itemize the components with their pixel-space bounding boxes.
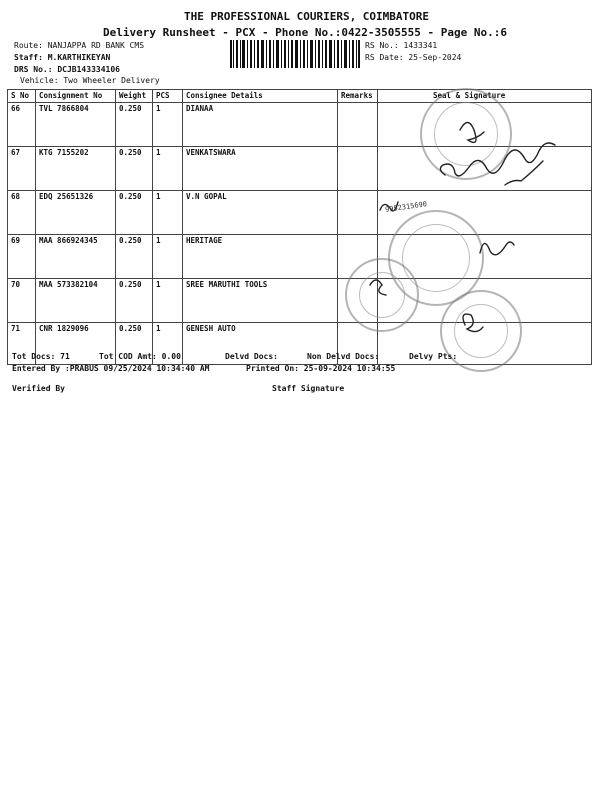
cell-weight: 0.250 bbox=[116, 103, 153, 147]
tot-docs: Tot Docs: 71 bbox=[12, 352, 70, 361]
signature-67 bbox=[440, 143, 555, 176]
col-pcs-header: PCS bbox=[153, 90, 183, 103]
col-consignee-header: Consignee Details bbox=[183, 90, 338, 103]
cell-pcs: 1 bbox=[153, 279, 183, 323]
rs-date: RS Date: 25-Sep-2024 bbox=[365, 53, 462, 62]
cell-weight: 0.250 bbox=[116, 147, 153, 191]
col-remarks-header: Remarks bbox=[338, 90, 378, 103]
delivery-points: Delvy Pts: bbox=[409, 352, 458, 361]
handwritten-phone: 9952315690 bbox=[384, 200, 428, 214]
route-label: Route: NANJAPPA RD BANK CMS bbox=[14, 41, 145, 50]
signature-67-tail bbox=[505, 161, 543, 185]
cell-pcs: 1 bbox=[153, 147, 183, 191]
cell-consignee: SREE MARUTHI TOOLS bbox=[183, 279, 338, 323]
cell-consignment: KTG 7155202 bbox=[36, 147, 116, 191]
barcode bbox=[230, 40, 360, 68]
signature-66 bbox=[460, 123, 484, 143]
cell-consignee: VENKATSWARA bbox=[183, 147, 338, 191]
cell-pcs: 1 bbox=[153, 103, 183, 147]
col-weight-header: Weight bbox=[116, 90, 153, 103]
cell-sno: 68 bbox=[8, 191, 36, 235]
signature-69 bbox=[480, 242, 514, 255]
verified-by: Verified By bbox=[12, 384, 65, 393]
cell-consignment: CNR 1829096 bbox=[36, 323, 116, 365]
cell-pcs: 1 bbox=[153, 191, 183, 235]
cell-consignee: HERITAGE bbox=[183, 235, 338, 279]
cell-consignee: DIANAA bbox=[183, 103, 338, 147]
cell-consignment: TVL 7866804 bbox=[36, 103, 116, 147]
signature-70 bbox=[370, 280, 386, 295]
runsheet-title: Delivery Runsheet - PCX - Phone No.:0422-3505555 - Page No.:6 bbox=[103, 26, 507, 39]
staff-label: Staff: M.KARTHIKEYAN bbox=[14, 53, 111, 62]
delivered-docs: Delvd Docs: bbox=[225, 352, 278, 361]
signatures-overlay bbox=[330, 95, 580, 375]
cell-pcs: 1 bbox=[153, 235, 183, 279]
drs-label: DRS No.: DCJB143334106 bbox=[14, 65, 120, 74]
entered-by: Entered By :PRABUS 09/25/2024 10:34:40 AM bbox=[12, 364, 210, 373]
printed-on: Printed On: 25-09-2024 10:34:55 bbox=[246, 364, 396, 373]
cell-consignment: MAA 866924345 bbox=[36, 235, 116, 279]
cell-sno: 70 bbox=[8, 279, 36, 323]
cell-pcs: 1 bbox=[153, 323, 183, 365]
cell-weight: 0.250 bbox=[116, 191, 153, 235]
cell-consignment: EDQ 25651326 bbox=[36, 191, 116, 235]
signature-71 bbox=[463, 314, 483, 331]
cell-weight: 0.250 bbox=[116, 235, 153, 279]
barcode-graphic bbox=[230, 40, 360, 68]
vehicle-label: Vehicle: Two Wheeler Delivery bbox=[20, 76, 160, 85]
col-sno-header: S No bbox=[8, 90, 36, 103]
col-consignment-header: Consignment No bbox=[36, 90, 116, 103]
cell-sno: 67 bbox=[8, 147, 36, 191]
non-delivered-docs: Non Delvd Docs: bbox=[307, 352, 380, 361]
rs-number: RS No.: 1433341 bbox=[365, 41, 438, 50]
cell-sno: 66 bbox=[8, 103, 36, 147]
cell-consignee: V.N GOPAL bbox=[183, 191, 338, 235]
cell-sno: 69 bbox=[8, 235, 36, 279]
cell-weight: 0.250 bbox=[116, 279, 153, 323]
cell-consignee: GENESH AUTO bbox=[183, 323, 338, 365]
staff-signature: Staff Signature bbox=[272, 384, 345, 393]
cell-sno: 71 bbox=[8, 323, 36, 365]
cell-weight: 0.250 bbox=[116, 323, 153, 365]
company-title: THE PROFESSIONAL COURIERS, COIMBATORE bbox=[184, 10, 430, 23]
tot-cod-amount: Tot COD Amt: 0.00 bbox=[99, 352, 181, 361]
col-seal-header: Seal & Signature bbox=[378, 90, 592, 103]
cell-consignment: MAA 573382104 bbox=[36, 279, 116, 323]
